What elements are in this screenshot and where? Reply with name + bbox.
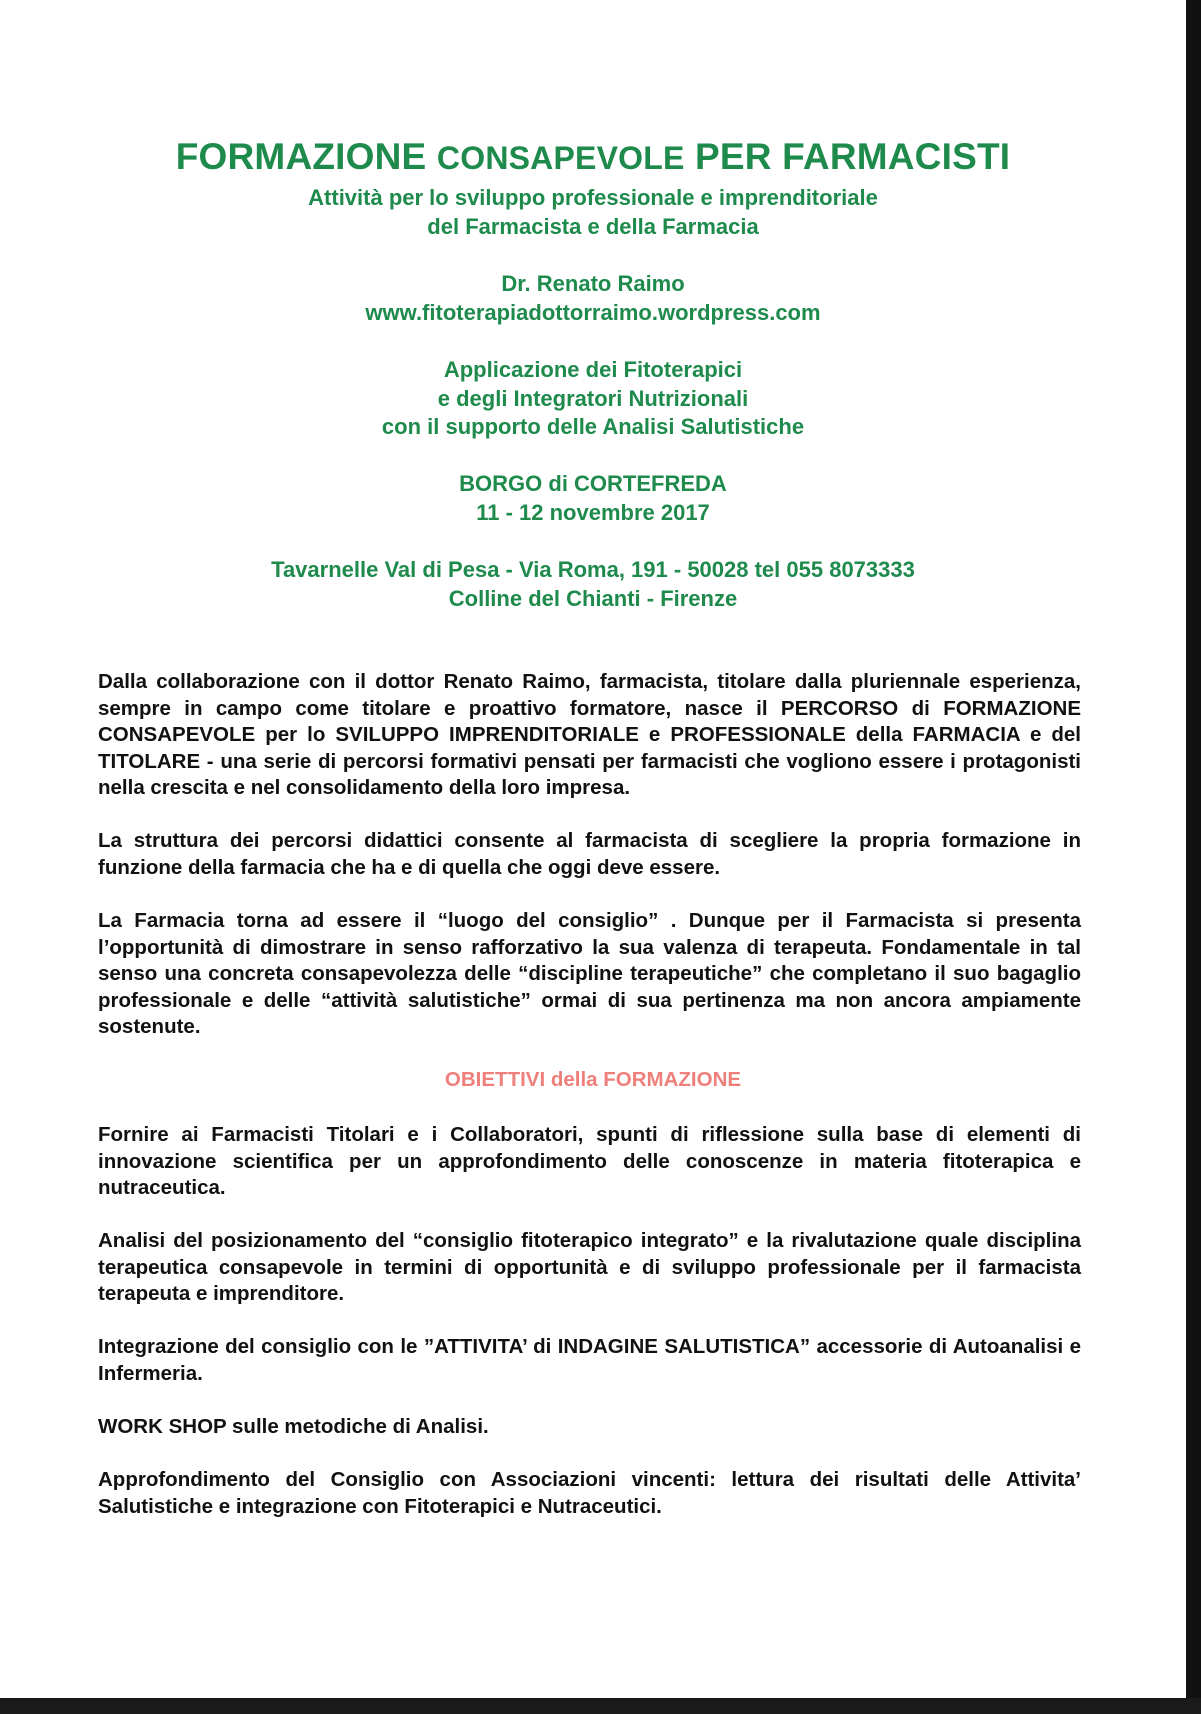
- objective-item: Fornire ai Farmacisti Titolari e i Collaboratori, spunti di riflessione sulla base di elementi di innovazione scientifica per un approfondimento delle conoscenze in materia fitoterapica e nutraceutica.: [98, 1123, 1081, 1200]
- page-edge-right: [1186, 0, 1201, 1714]
- objective-item: Analisi del posizionamento del “consiglio fitoterapico integrato” e la rivalutazione quale disciplina terapeutica consapevole in termini di opportunità e di sviluppo professionale per il farmacista terapeuta e imprenditore.: [98, 1229, 1081, 1306]
- event-dates: 11 - 12 novembre 2017: [476, 500, 710, 525]
- event-address: Tavarnelle Val di Pesa - Via Roma, 191 - 50028 tel 055 8073333: [271, 557, 915, 582]
- topic-line-2: e degli Integratori Nutrizionali: [437, 386, 749, 411]
- structure-paragraph: La struttura dei percorsi didattici consente al farmacista di scegliere la propria formazione in funzione della farmacia che ha e di quella che oggi deve essere.: [98, 829, 1081, 879]
- intro-paragraph: Dalla collaborazione con il dottor Renato Raimo, farmacista, titolare dalla pluriennale esperienza, sempre in campo come titolare e proattivo formatore, nasce il PERCORSO di FORMAZIONE CONSAPEVOLE per lo SVILUPPO IMPRENDITORIALE e PROFESSIONALE della FARMACIA e del TITOLARE - una serie di percorsi formativi pensati per farmacisti che vogliono essere i protagonisti nella crescita e nel consolidamento della loro impresa.: [98, 670, 1081, 800]
- subtitle-line-2: del Farmacista e della Farmacia: [427, 214, 759, 239]
- author-website: www.fitoterapiadottorraimo.wordpress.com: [365, 300, 821, 325]
- pharmacy-paragraph: La Farmacia torna ad essere il “luogo del consiglio” . Dunque per il Farmacista si presenta l’opportunità di dimostrare in senso rafforzativo la sua valenza di terapeuta. Fondamentale in tal senso una concreta consapevolezza delle “discipline terapeutiche” che completano il suo bagaglio professionale e delle “attività salutistiche” ormai di sua pertinenza ma non ancora ampiamente sostenute.: [98, 909, 1081, 1039]
- document-title: [0, 136, 1186, 178]
- event-venue: BORGO di CORTEFREDA: [459, 471, 727, 496]
- subtitle-line-1: Attività per lo sviluppo professionale e imprenditoriale: [308, 185, 878, 210]
- objective-item: Approfondimento del Consiglio con Associazioni vincenti: lettura dei risultati delle Attivita’ Salutistiche e integrazione con Fitoterapici e Nutraceutici.: [98, 1468, 1081, 1518]
- author-name: Dr. Renato Raimo: [501, 271, 685, 296]
- objectives-heading: OBIETTIVI della FORMAZIONE: [444, 1068, 742, 1091]
- page-edge-bottom: [0, 1698, 1201, 1714]
- topic-line-1: Applicazione dei Fitoterapici: [443, 357, 743, 382]
- title-part-3: PER FARMACISTI: [694, 136, 1011, 177]
- objective-item: Integrazione del consiglio con le ”ATTIVITA’ di INDAGINE SALUTISTICA” accessorie di Autoanalisi e Infermeria.: [98, 1335, 1081, 1385]
- title-part-2: CONSAPEVOLE: [436, 140, 685, 176]
- title-part-1: FORMAZIONE: [175, 136, 427, 177]
- objective-item: WORK SHOP sulle metodiche di Analisi.: [98, 1415, 489, 1438]
- topic-line-3: con il supporto delle Analisi Salutistiche: [381, 414, 805, 439]
- event-area: Colline del Chianti - Firenze: [448, 586, 738, 611]
